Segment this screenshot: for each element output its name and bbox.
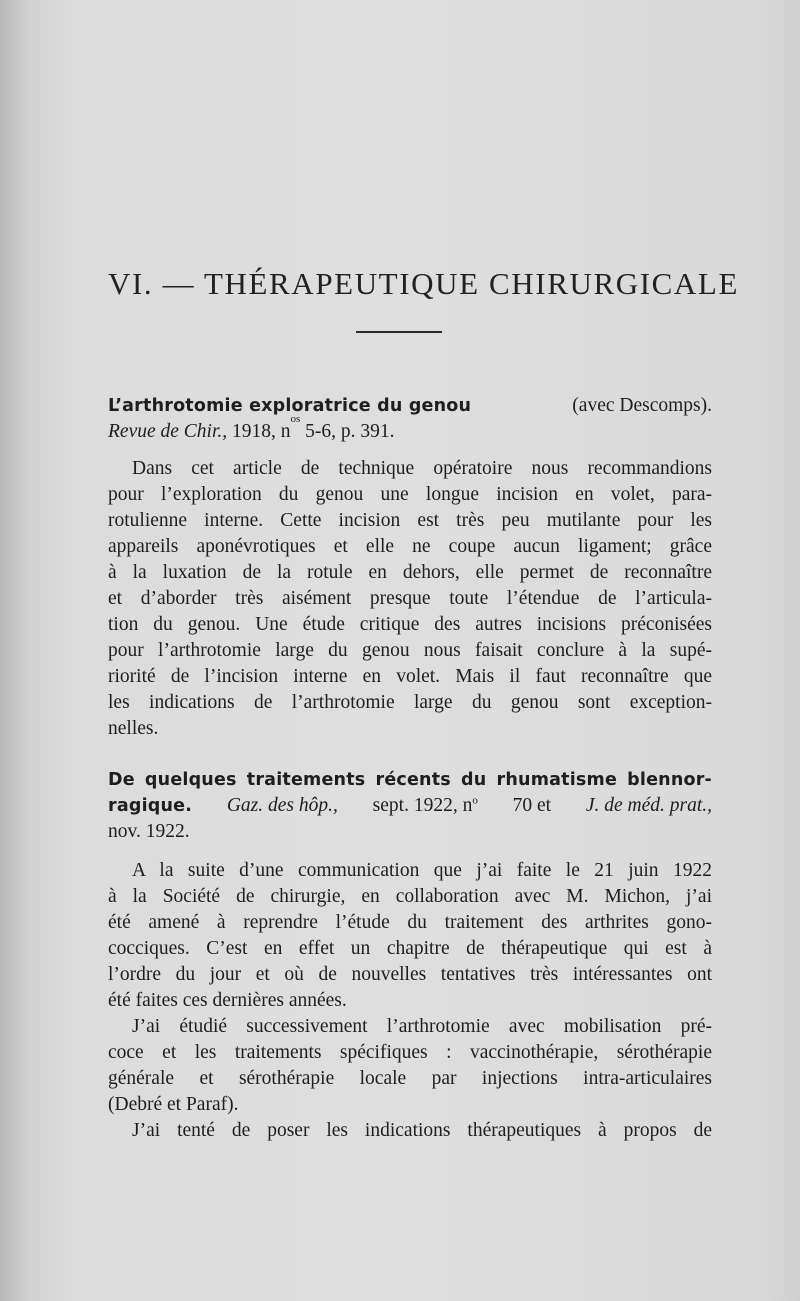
text-line — [108, 638, 712, 664]
article-1-heading — [108, 393, 712, 445]
section-title: VI. — THÉRAPEUTIQUE CHIRURGICALE — [108, 266, 739, 301]
text-line — [108, 936, 712, 962]
text-line — [108, 910, 712, 936]
title-divider — [356, 331, 442, 333]
publication-details: 1918, n — [232, 421, 291, 442]
text-line-content: riorité de l’incision interne en volet. Mais il faut reconnaître que — [108, 666, 712, 687]
journal-name: Gaz. des hôp., — [226, 795, 338, 816]
text-line-content: coce et les traitements spécifiques : vaccinothérapie, sérothérapie — [108, 1042, 712, 1063]
heading-line — [108, 819, 712, 845]
text-line-content: et d’aborder très aisément presque toute l’étendue de l’articula- — [108, 588, 712, 609]
text-line — [108, 560, 712, 586]
text-line-content: (Debré et Paraf). — [108, 1094, 239, 1115]
article-1-paragraph — [108, 456, 712, 742]
text-line — [108, 1066, 712, 1092]
text-line-content: les indications de l’arthrotomie large du genou sont exception- — [108, 692, 712, 713]
article-title-continued: ragique. — [108, 796, 193, 816]
publication-issue: 70 et — [512, 795, 552, 816]
journal-name: Revue de Chir., — [108, 421, 228, 442]
text-line-content: à la luxation de la rotule en dehors, elle permet de reconnaître — [108, 562, 712, 583]
text-line-content: à la Société de chirurgie, en collaboration avec M. Michon, j’ai — [108, 886, 712, 907]
article-title: De quelques traitements récents du rhumatisme blennor- — [108, 770, 712, 790]
text-line — [108, 482, 712, 508]
text-line-content: J’ai étudié successivement l’arthrotomie avec mobilisation pré- — [132, 1016, 712, 1037]
text-line-content: cocciques. C’est en effet un chapitre de thérapeutique qui est à — [108, 938, 712, 959]
text-line-content: générale et sérothérapie locale par injections intra-articulaires — [108, 1068, 712, 1089]
publication-date: sept. 1922, n — [372, 795, 473, 816]
text-line — [108, 884, 712, 910]
text-line-content: J’ai tenté de poser les indications thérapeutiques à propos de — [132, 1120, 712, 1141]
text-line-content: tion du genou. Une étude critique des autres incisions préconisées — [108, 614, 712, 635]
article-2-paragraph-2 — [108, 1014, 712, 1118]
publication-date-2: nov. 1922. — [108, 821, 190, 842]
text-line — [108, 988, 712, 1014]
text-line — [108, 858, 712, 884]
publication-pages: 5-6, p. 391. — [305, 421, 395, 442]
text-line — [108, 1092, 712, 1118]
text-line — [108, 1014, 712, 1040]
journal-name-2: J. de méd. prat., — [585, 795, 712, 816]
text-line — [108, 1040, 712, 1066]
text-line-content: nelles. — [108, 718, 159, 739]
text-line-content: pour l’arthrotomie large du genou nous faisait conclure à la supé- — [108, 640, 712, 661]
heading-line — [108, 793, 712, 819]
text-line-content: appareils aponévrotiques et elle ne coupe aucun ligament; grâce — [108, 536, 712, 557]
article-2-paragraph-3 — [108, 1118, 712, 1144]
text-line-content: pour l’exploration du genou une longue incision en volet, para- — [108, 484, 712, 505]
heading-line — [108, 413, 712, 445]
publication-sup: o — [472, 794, 478, 807]
article-2-paragraph-1 — [108, 858, 712, 1014]
publication-details — [373, 793, 478, 819]
text-line — [108, 716, 712, 742]
text-line — [108, 456, 712, 482]
article-2-heading — [108, 767, 712, 845]
heading-line — [108, 767, 712, 793]
text-line — [108, 612, 712, 638]
text-line-content: été amené à reprendre l’étude du traitement des arthrites gono- — [108, 912, 712, 933]
text-line — [108, 508, 712, 534]
heading-line — [108, 393, 712, 419]
text-line — [108, 664, 712, 690]
text-line — [108, 962, 712, 988]
text-line-content: Dans cet article de technique opératoire nous recommandions — [132, 458, 712, 479]
text-line-content: été faites ces dernières années. — [108, 990, 347, 1011]
text-line — [108, 534, 712, 560]
text-line-content: A la suite d’une communication que j’ai faite le 21 juin 1922 — [132, 860, 712, 881]
text-line — [108, 1118, 712, 1144]
article-authors: (avec Descomps). — [572, 395, 712, 416]
publication-sup: os — [290, 413, 301, 425]
text-line — [108, 586, 712, 612]
text-line — [108, 690, 712, 716]
article-title: L’arthrotomie exploratrice du genou — [108, 396, 472, 416]
text-line-content: rotulienne interne. Cette incision est très peu mutilante pour les — [108, 510, 712, 531]
text-line-content: l’ordre du jour et où de nouvelles tentatives très intéressantes ont — [108, 964, 712, 985]
